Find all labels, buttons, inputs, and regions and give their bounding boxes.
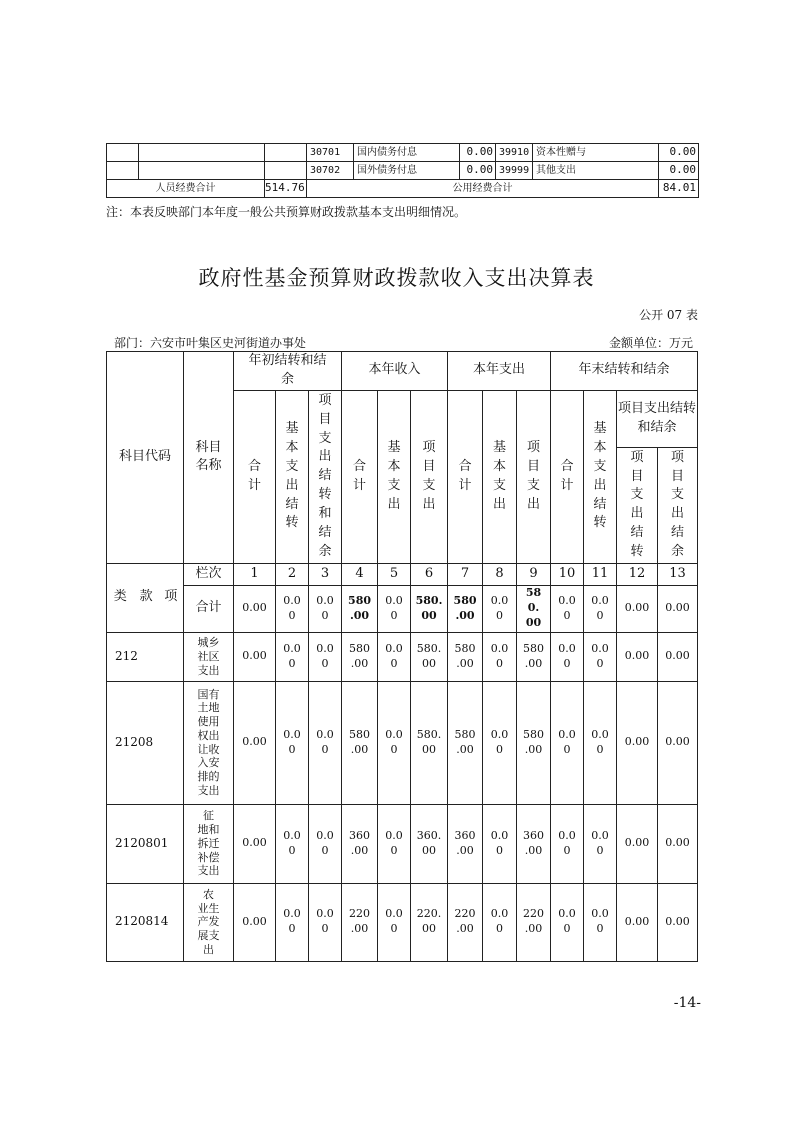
table-row <box>107 681 698 804</box>
public-total-value: 84.01 <box>659 180 699 198</box>
table-row <box>107 804 698 883</box>
value-cell: 220 .00 <box>517 883 551 961</box>
expense-header: 本年支出 <box>448 352 551 391</box>
value-cell: 0.00 <box>617 632 658 681</box>
table-row <box>107 144 699 162</box>
gov-fund-budget-table <box>106 351 698 962</box>
closing-project-surplus-header: 项 目 支 出 结 余 <box>658 447 698 563</box>
subject-name: 征 地和 拆迁 补偿 支出 <box>184 804 234 883</box>
value-cell: 0.00 <box>658 883 698 961</box>
opening-total-header: 合 计 <box>234 390 276 563</box>
value-cell: 580 .00 <box>517 681 551 804</box>
value-cell: 0.0 0 <box>584 632 617 681</box>
value-cell: 0.0 0 <box>584 681 617 804</box>
value-cell: 0.00 <box>658 632 698 681</box>
opening-project-carry-header: 项 目 支 出 结 转 和 结 余 <box>309 390 342 563</box>
total-cell: 0.0 0 <box>378 585 411 632</box>
column-number: 1 <box>234 563 276 585</box>
value-cell: 0.0 0 <box>483 681 517 804</box>
total-cell: 58 0. 00 <box>517 585 551 632</box>
value-cell: 0.0 0 <box>276 681 309 804</box>
total-cell: 0.0 0 <box>483 585 517 632</box>
value-cell: 0.0 0 <box>483 632 517 681</box>
table-row <box>107 883 698 961</box>
opening-balance-header: 年初结转和结 余 <box>234 352 342 391</box>
value-cell: 0.0 0 <box>378 883 411 961</box>
column-number: 10 <box>551 563 584 585</box>
column-number: 5 <box>378 563 411 585</box>
income-basic-header: 基 本 支 出 <box>378 390 411 563</box>
value-cell: 0.00 <box>617 804 658 883</box>
opening-basic-carry-header: 基 本 支 出 结 转 <box>276 390 309 563</box>
value-cell: 0.0 0 <box>483 804 517 883</box>
value-cell: 0.0 0 <box>276 883 309 961</box>
value-cell: 0.00 <box>617 883 658 961</box>
value-cell: 0.0 0 <box>309 681 342 804</box>
subject-name: 农 业生 产发 展支 出 <box>184 883 234 961</box>
value-cell: 220. 00 <box>411 883 448 961</box>
expense-project-header: 项 目 支 出 <box>517 390 551 563</box>
total-cell: 0.0 0 <box>584 585 617 632</box>
value-cell: 580. 00 <box>411 681 448 804</box>
total-cell: 0.0 0 <box>551 585 584 632</box>
value-cell: 0.0 0 <box>551 804 584 883</box>
value-cell: 580. 00 <box>411 632 448 681</box>
closing-project-group-header: 项目支出结转 和结余 <box>617 390 698 447</box>
econ-name: 国内债务付息 <box>354 144 460 162</box>
header-row <box>107 352 698 391</box>
value-cell: 580 .00 <box>517 632 551 681</box>
closing-project-carry-header: 项 目 支 出 结 转 <box>617 447 658 563</box>
value-cell: 0.00 <box>658 804 698 883</box>
value-cell: 0.0 0 <box>276 632 309 681</box>
department-label: 部门：六安市叶集区史河街道办事处 <box>114 336 307 350</box>
page-title: 政府性基金预算财政拨款收入支出决算表 <box>198 266 595 290</box>
column-number: 9 <box>517 563 551 585</box>
income-total-header: 合 计 <box>342 390 378 563</box>
public-total-label: 公用经费合计 <box>307 180 659 198</box>
personnel-total-label: 人员经费合计 <box>107 180 265 198</box>
value-cell: 0.0 0 <box>483 883 517 961</box>
value-cell: 0.0 0 <box>584 883 617 961</box>
value-cell: 0.0 0 <box>584 804 617 883</box>
econ-name: 国外债务付息 <box>354 162 460 180</box>
econ-code: 39910 <box>496 144 533 162</box>
total-cell: 580 .00 <box>448 585 483 632</box>
income-header: 本年收入 <box>342 352 448 391</box>
total-cell: 0.0 0 <box>276 585 309 632</box>
econ-name: 其他支出 <box>533 162 659 180</box>
expense-total-header: 合 计 <box>448 390 483 563</box>
code-level-lei: 类 <box>113 589 127 605</box>
column-number: 13 <box>658 563 698 585</box>
subject-name: 国有 土地 使用 权出 让收 入安 排的 支出 <box>184 681 234 804</box>
econ-value: 0.00 <box>460 162 496 180</box>
value-cell: 0.0 0 <box>551 883 584 961</box>
value-cell: 0.0 0 <box>309 883 342 961</box>
value-cell: 0.0 0 <box>309 804 342 883</box>
total-cell: 580. 00 <box>411 585 448 632</box>
table-note: 注：本表反映部门本年度一般公共预算财政拨款基本支出明细情况。 <box>106 205 467 219</box>
econ-code: 30702 <box>307 162 354 180</box>
column-number: 3 <box>309 563 342 585</box>
table-row <box>107 162 699 180</box>
value-cell: 0.00 <box>658 681 698 804</box>
income-project-header: 项 目 支 出 <box>411 390 448 563</box>
econ-name: 资本性赠与 <box>533 144 659 162</box>
value-cell: 360 .00 <box>342 804 378 883</box>
value-cell: 0.00 <box>234 681 276 804</box>
value-cell: 0.0 0 <box>378 681 411 804</box>
code-level-kuan: 款 <box>139 589 153 605</box>
econ-value: 0.00 <box>460 144 496 162</box>
total-cell: 0.00 <box>617 585 658 632</box>
value-cell: 360 .00 <box>448 804 483 883</box>
code-levels <box>107 563 184 632</box>
econ-value: 0.00 <box>659 144 699 162</box>
subject-code: 2120801 <box>107 804 184 883</box>
econ-value: 0.00 <box>659 162 699 180</box>
subject-code: 21208 <box>107 681 184 804</box>
column-number-row <box>107 563 698 585</box>
subject-code: 2120814 <box>107 883 184 961</box>
subject-name: 城乡 社区 支出 <box>184 632 234 681</box>
value-cell: 580 .00 <box>448 681 483 804</box>
closing-total-header: 合 计 <box>551 390 584 563</box>
value-cell: 0.0 0 <box>551 681 584 804</box>
total-cell: 580 .00 <box>342 585 378 632</box>
total-row <box>107 585 698 632</box>
econ-code: 39999 <box>496 162 533 180</box>
closing-balance-header: 年末结转和结余 <box>551 352 698 391</box>
subject-code-header: 科目代码 <box>107 352 184 564</box>
total-label: 合计 <box>184 585 234 632</box>
value-cell: 580 .00 <box>342 632 378 681</box>
table-code: 公开 07 表 <box>639 308 698 322</box>
subject-code: 212 <box>107 632 184 681</box>
value-cell: 580 .00 <box>448 632 483 681</box>
value-cell: 360 .00 <box>517 804 551 883</box>
table-row-totals <box>107 180 699 198</box>
column-number: 6 <box>411 563 448 585</box>
column-number: 7 <box>448 563 483 585</box>
personnel-total-value: 514.76 <box>265 180 307 198</box>
expenditure-detail-table-continued <box>106 143 699 198</box>
unit-label: 金额单位：万元 <box>608 336 693 350</box>
total-cell: 0.0 0 <box>309 585 342 632</box>
value-cell: 0.00 <box>234 883 276 961</box>
column-number: 12 <box>617 563 658 585</box>
column-number: 2 <box>276 563 309 585</box>
value-cell: 0.0 0 <box>309 632 342 681</box>
value-cell: 0.00 <box>234 632 276 681</box>
value-cell: 0.0 0 <box>551 632 584 681</box>
value-cell: 0.00 <box>617 681 658 804</box>
value-cell: 580 .00 <box>342 681 378 804</box>
column-number: 4 <box>342 563 378 585</box>
column-number-label: 栏次 <box>184 563 234 585</box>
value-cell: 220 .00 <box>342 883 378 961</box>
total-cell: 0.00 <box>658 585 698 632</box>
expense-basic-header: 基 本 支 出 <box>483 390 517 563</box>
value-cell: 220 .00 <box>448 883 483 961</box>
econ-code: 30701 <box>307 144 354 162</box>
value-cell: 0.0 0 <box>378 804 411 883</box>
column-number: 8 <box>483 563 517 585</box>
value-cell: 360. 00 <box>411 804 448 883</box>
value-cell: 0.0 0 <box>378 632 411 681</box>
total-cell: 0.00 <box>234 585 276 632</box>
column-number: 11 <box>584 563 617 585</box>
subject-name-header: 科目 名称 <box>184 352 234 564</box>
table-row <box>107 632 698 681</box>
page-number: -14- <box>673 995 701 1011</box>
code-level-xiang: 项 <box>164 589 178 605</box>
value-cell: 0.00 <box>234 804 276 883</box>
value-cell: 0.0 0 <box>276 804 309 883</box>
closing-basic-carry-header: 基 本 支 出 结 转 <box>584 390 617 563</box>
